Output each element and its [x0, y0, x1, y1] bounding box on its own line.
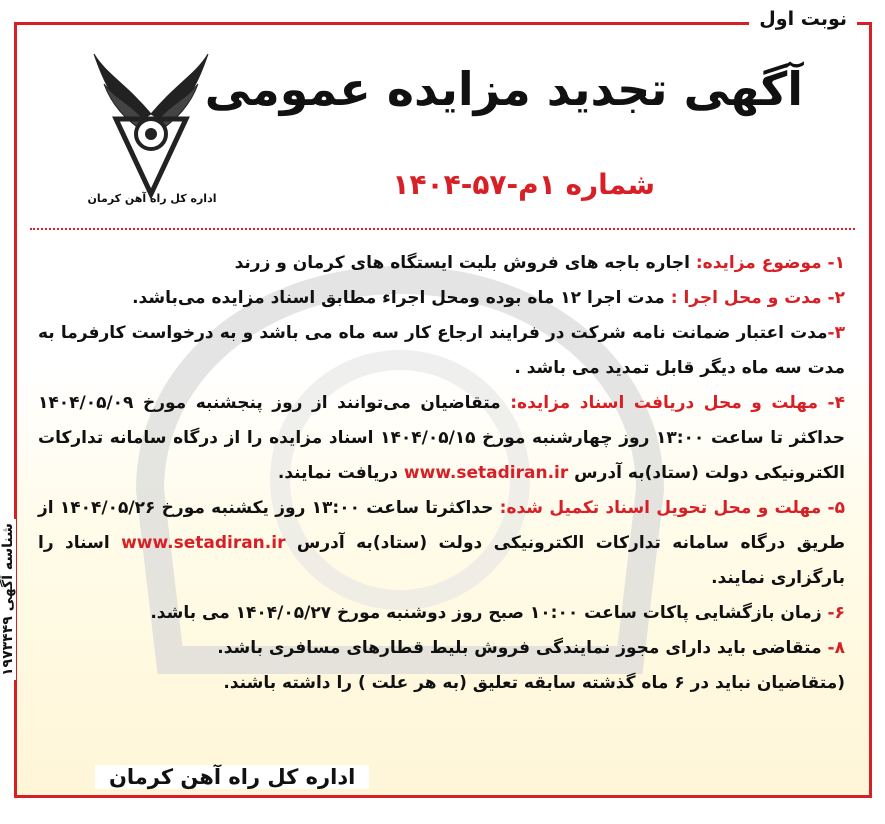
ad-id-label: شناسه آگهی ۱۹۷۳۴۴۹: [0, 519, 16, 680]
setad-link[interactable]: www.setadiran.ir: [403, 463, 569, 483]
auction-terms: [38, 246, 845, 701]
footer-organization: اداره کل راه آهن کرمان: [95, 765, 369, 789]
term-item: [38, 631, 845, 666]
term-text: متقاضی باید دارای مجوز نمایندگی فروش بلیط قطارهای مسافری باشد.: [217, 638, 828, 658]
term-label: ۸-: [827, 638, 845, 658]
edition-label: نوبت اول: [749, 8, 857, 30]
term-item: [38, 386, 845, 491]
term-text-after: دریافت نمایند.: [277, 463, 404, 483]
term-text: (متقاضیان نباید در ۶ ماه گذشته سابقه تعلیق (به هر علت ) را داشته باشند.: [223, 673, 845, 693]
page-title: آگهی تجدید مزایده عمومی: [204, 62, 803, 116]
term-label: ۳-: [827, 323, 845, 343]
logo-caption: اداره کل راه آهن کرمان: [87, 192, 217, 205]
term-text: حداکثرتا ساعت ۱۳:۰۰ روز یکشنبه مورخ ۱۴۰۴/۰۵/۲۶ از طریق درگاه سامانه تدارکات الکترونیکی دولت (ستاد)به آدرس: [38, 498, 845, 553]
term-label: ۱- موضوع مزایده:: [695, 253, 845, 273]
auction-number: شماره ۱م-۵۷-۱۴۰۴: [392, 168, 655, 201]
term-item: [38, 281, 845, 316]
term-text: اجاره باجه های فروش بلیت ایستگاه های کرمان و زرند: [234, 253, 696, 273]
term-item: [38, 246, 845, 281]
term-text: متقاضیان می‌توانند از روز پنجشنبه مورخ ۱۴۰۴/۰۵/۰۹ حداکثر تا ساعت ۱۳:۰۰ روز چهارشنبه مورخ ۱۴۰۴/۰۵/۱۵ اسناد مزایده را از درگاه سامانه تدارکات الکترونیکی دولت (ستاد)به آدرس: [38, 393, 845, 483]
term-label: ۲- مدت و محل اجرا :: [670, 288, 845, 308]
setad-link[interactable]: www.setadiran.ir: [121, 533, 286, 553]
header-divider: [30, 228, 855, 230]
term-item: [38, 596, 845, 631]
term-text: مدت اجرا ۱۲ ماه بوده ومحل اجراء مطابق اسناد مزایده می‌باشد.: [132, 288, 671, 308]
term-label: ۴- مهلت و محل دریافت اسناد مزایده:: [510, 393, 845, 413]
term-text-after: اسناد را بارگزاری نمایند.: [38, 533, 845, 588]
term-label: ۵- مهلت و محل تحویل اسناد تکمیل شده:: [499, 498, 845, 518]
term-text: زمان بازگشایی پاکات ساعت ۱۰:۰۰ صبح روز دوشنبه مورخ ۱۴۰۴/۰۵/۲۷ می باشد.: [150, 603, 828, 623]
term-item: [38, 666, 845, 701]
term-item: [38, 316, 845, 386]
term-text: مدت اعتبار ضمانت نامه شرکت در فرایند ارجاع کار سه ماه می باشد و به درخواست کارفرما به مدت سه ماه دیگر قابل تمدید می باشد .: [38, 323, 845, 378]
term-label: ۶-: [827, 603, 845, 623]
term-item: [38, 491, 845, 596]
winged-wheel-emblem-icon: [86, 44, 216, 204]
